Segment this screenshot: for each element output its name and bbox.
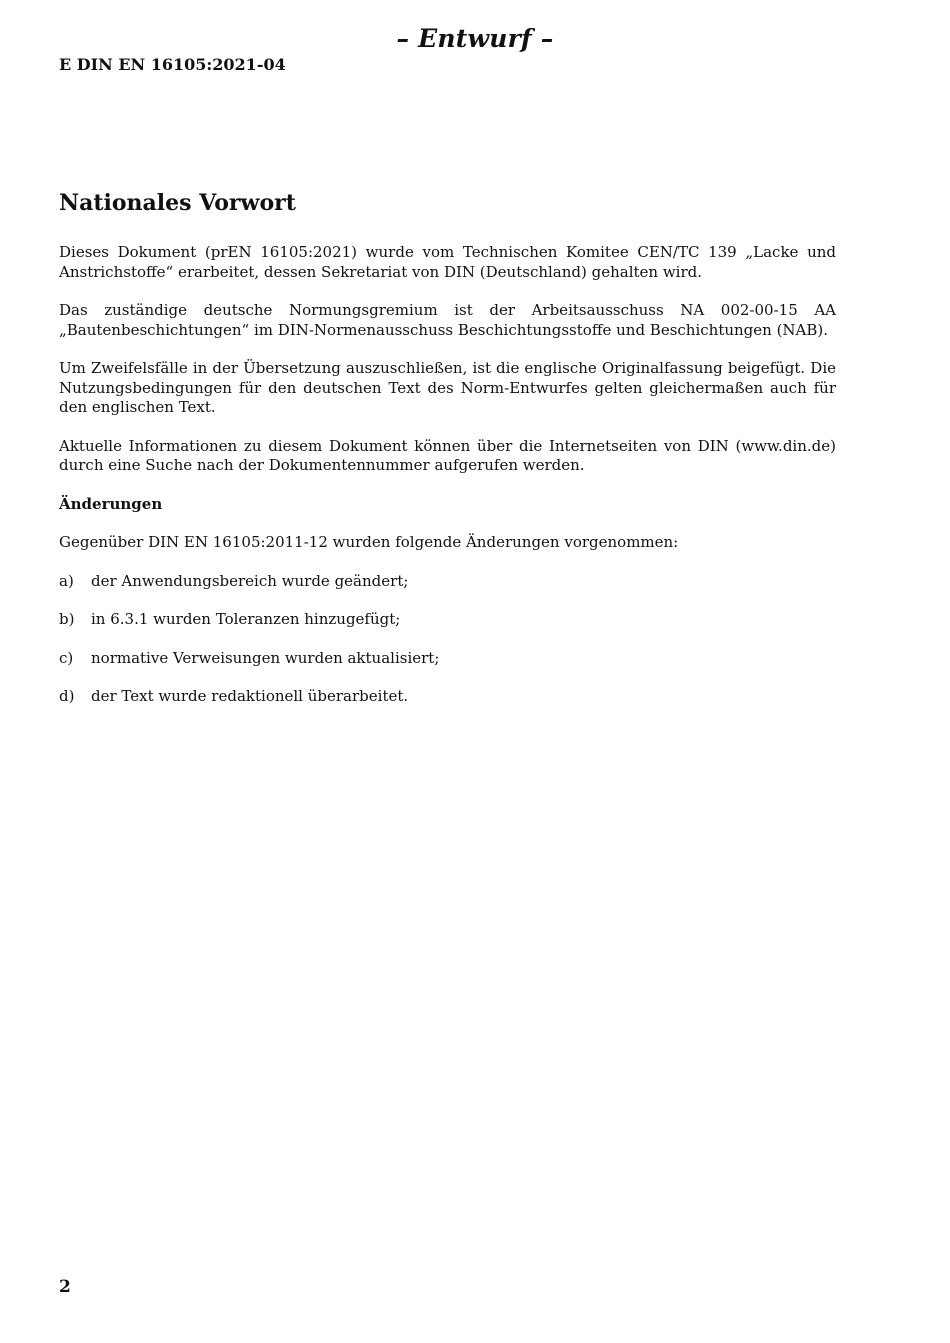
list-marker: b) <box>59 610 75 628</box>
list-marker: d) <box>59 687 75 705</box>
paragraph-committee: Dieses Dokument (prEN 16105:2021) wurde vom Technischen Komitee CEN/TC 139 „Lacke und Anstrichstoffe“ erarbeitet, dessen Sekretariat von DIN (Deutschland) gehalten wird. <box>59 243 836 281</box>
list-item <box>59 649 836 669</box>
list-marker: a) <box>59 571 74 590</box>
list-item <box>59 572 836 592</box>
paragraph-information: Aktuelle Informationen zu diesem Dokument können über die Internetseiten von DIN (www.din.de) durch eine Suche nach der Dokumentennummer aufgerufen werden. <box>59 436 836 474</box>
section-title: Nationales Vorwort <box>59 190 296 216</box>
list-text: der Anwendungsbereich wurde geändert; <box>91 571 409 590</box>
list-marker: c) <box>59 648 74 667</box>
draft-label: – Entwurf – <box>396 24 554 53</box>
paragraph-translation: Um Zweifelsfälle in der Übersetzung auszuschließen, ist die englische Originalfassung beigefügt. Die Nutzungsbedingungen für den deutschen Text des Norm-Entwurfes gelten gleichermaßen auch für den englischen Text. <box>59 359 836 416</box>
paragraph-working-group: Das zuständige deutsche Normungsgremium ist der Arbeitsausschuss NA 002-00-15 AA „Bautenbeschichtungen“ im DIN-Normenausschuss Beschichtungsstoffe und Beschichtungen (NAB). <box>59 301 836 339</box>
changes-heading: Änderungen <box>59 494 163 513</box>
list-item <box>59 610 836 630</box>
list-text: normative Verweisungen wurden aktualisiert; <box>91 648 440 667</box>
page-number: 2 <box>59 1277 71 1297</box>
changes-list <box>59 572 836 707</box>
document-id: E DIN EN 16105:2021-04 <box>59 55 286 74</box>
changes-intro: Gegenüber DIN EN 16105:2011-12 wurden folgende Änderungen vorgenommen: <box>59 533 679 551</box>
list-item <box>59 687 836 707</box>
list-text: in 6.3.1 wurden Toleranzen hinzugefügt; <box>91 610 401 628</box>
list-text: der Text wurde redaktionell überarbeitet. <box>91 687 409 705</box>
page-content <box>59 188 836 726</box>
